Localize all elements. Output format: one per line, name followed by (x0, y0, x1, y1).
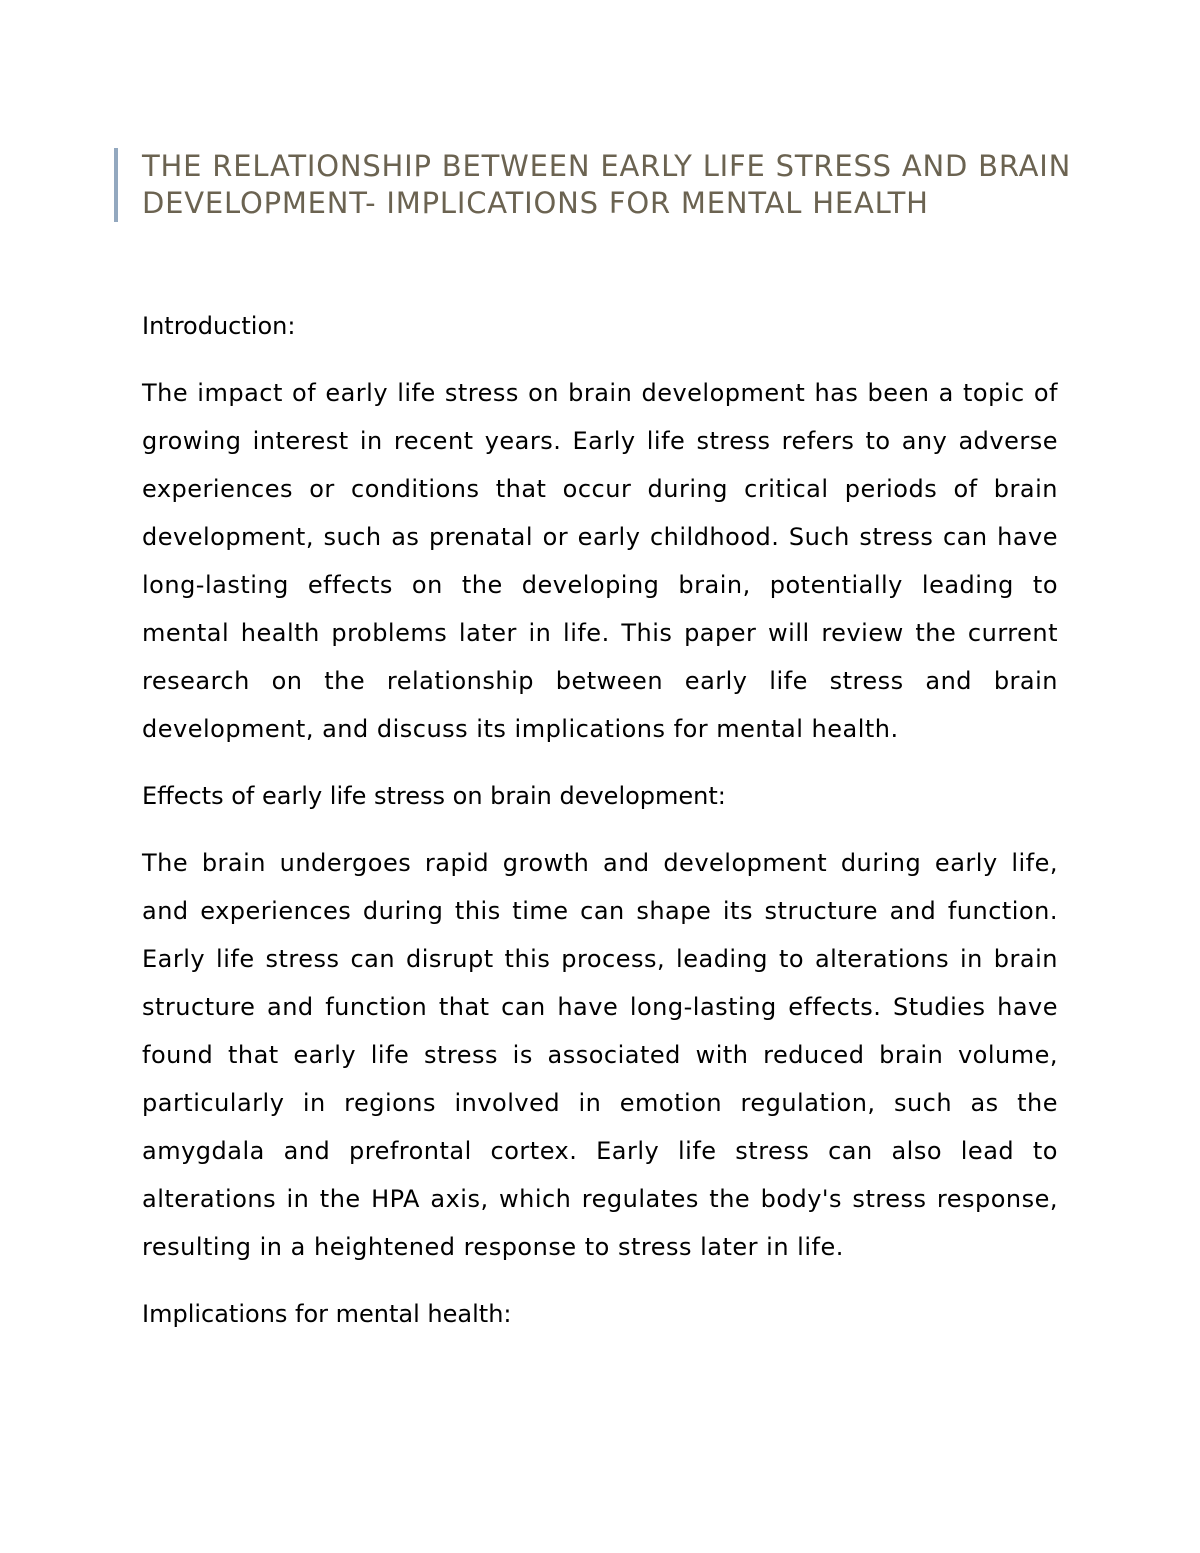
section-heading-introduction: Introduction: (142, 312, 296, 340)
section-heading-effects: Effects of early life stress on brain development: (142, 782, 726, 810)
document-title: THE RELATIONSHIP BETWEEN EARLY LIFE STRESS AND BRAIN DEVELOPMENT- IMPLICATIONS FOR MENTAL HEALTH (142, 149, 1072, 220)
document-body (142, 306, 1058, 1357)
section-heading-implications: Implications for mental health: (142, 1300, 512, 1328)
title-block (114, 148, 1074, 222)
introduction-paragraph: The impact of early life stress on brain development has been a topic of growing interest in recent years. Early life stress refers to any adverse experiences or conditions that occur during critical periods of brain development, such as prenatal or early childhood. Such stress can have long-lasting effects on the developing brain, potentially leading to mental health problems later in life. This paper will review the current research on the relationship between early life stress and brain development, and discuss its implications for mental health. (142, 379, 1058, 743)
effects-paragraph: The brain undergoes rapid growth and development during early life, and experiences during this time can shape its structure and function. Early life stress can disrupt this process, leading to alterations in brain structure and function that can have long-lasting effects. Studies have found that early life stress is associated with reduced brain volume, particularly in regions involved in emotion regulation, such as the amygdala and prefrontal cortex. Early life stress can also lead to alterations in the HPA axis, which regulates the body's stress response, resulting in a heightened response to stress later in life. (142, 849, 1058, 1261)
